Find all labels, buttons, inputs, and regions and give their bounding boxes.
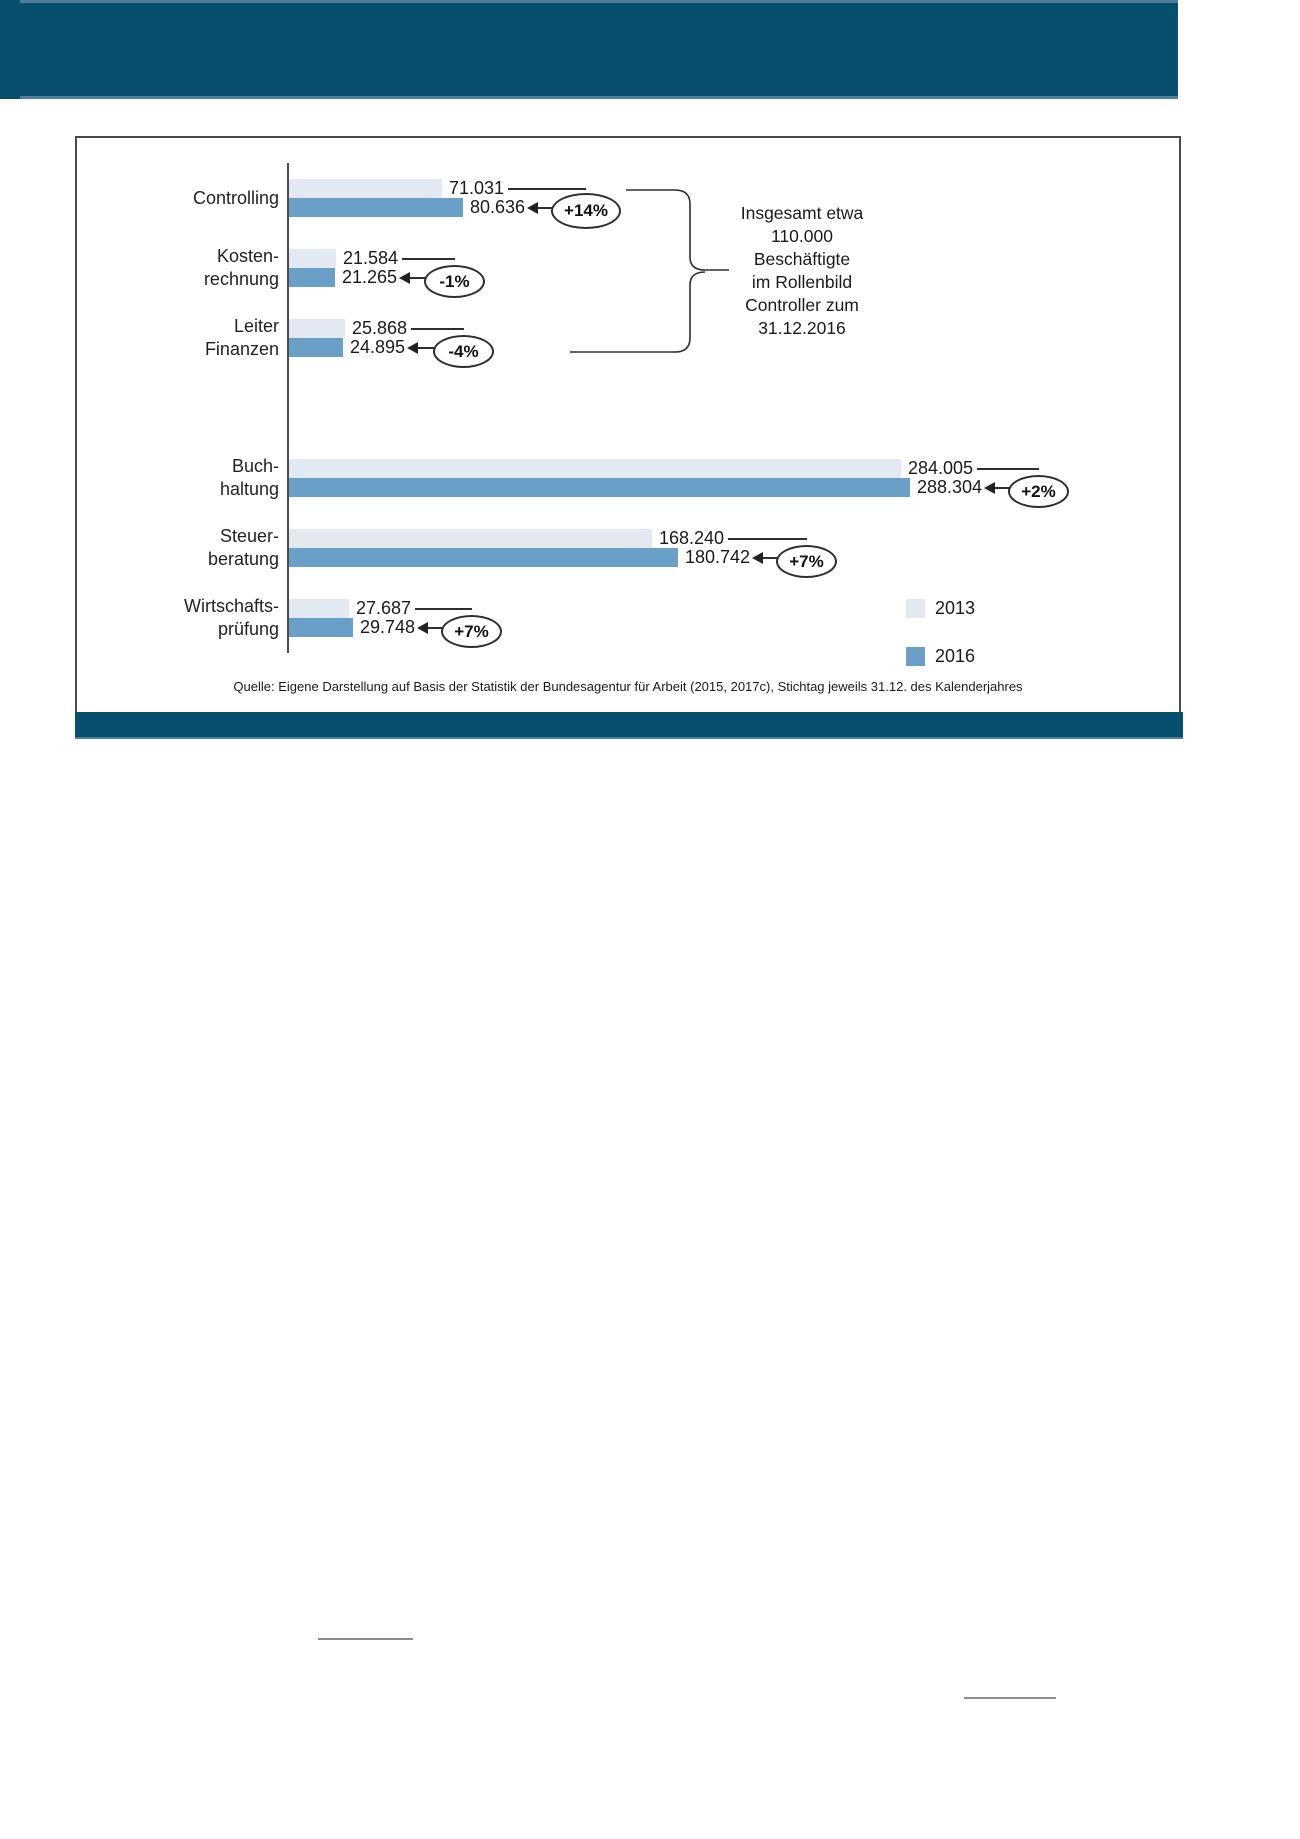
value-label-2013: 168.240 — [659, 528, 725, 548]
arrowhead-icon — [752, 552, 763, 564]
category-label — [77, 245, 279, 291]
category-label-line: Kosten- — [216, 246, 279, 266]
change-badge: -4% — [433, 335, 494, 368]
annotation-line: im Rollenbild — [751, 272, 853, 292]
connector-line — [977, 468, 1039, 470]
bar-2013 — [289, 249, 336, 268]
chart-frame — [75, 136, 1181, 715]
legend — [906, 598, 975, 667]
category-label-line: Wirtschafts- — [183, 596, 279, 616]
legend-label-2016: 2016 — [935, 646, 976, 666]
change-badge: -1% — [424, 265, 485, 298]
source-note: Quelle: Eigene Darstellung auf Basis der Statistik der Bundesagentur für Arbeit (2015, 2017c), Stichtag jeweils 31.12. des Kalenderjahres — [233, 679, 1023, 694]
bar-2016 — [289, 338, 343, 357]
category-label — [77, 315, 279, 361]
header-band — [0, 0, 1178, 99]
value-label-2013: 25.868 — [352, 318, 408, 338]
value-label-2016: 24.895 — [350, 337, 406, 357]
category-label-line: Controlling — [192, 187, 279, 208]
value-label-2016: 21.265 — [342, 267, 398, 287]
arrowhead-icon — [527, 202, 538, 214]
value-label-2013: 284.005 — [908, 458, 974, 478]
category-label-line: Buch- — [231, 456, 279, 476]
value-label-2016: 80.636 — [470, 197, 526, 217]
change-badge: +7% — [776, 545, 837, 578]
bar-2013 — [289, 459, 901, 478]
connector-line — [411, 328, 464, 330]
value-label-2016: 29.748 — [360, 617, 416, 637]
category-label-line: haltung — [219, 479, 279, 499]
annotation-line: 31.12.2016 — [758, 318, 846, 338]
connector-line — [415, 608, 472, 610]
header-band-inner — [20, 3, 1178, 96]
value-label-2016: 288.304 — [917, 477, 983, 497]
annotation-line: 110.000 — [771, 226, 833, 246]
category-label — [77, 455, 279, 501]
divider-line-1 — [318, 1638, 413, 1640]
annotation-line: Controller zum — [745, 295, 859, 315]
connector-line — [728, 538, 807, 540]
arrowhead-icon — [399, 272, 410, 284]
change-badge: +14% — [551, 193, 621, 229]
bar-2016 — [289, 548, 678, 567]
bar-2016 — [289, 268, 335, 287]
annotation-line: Insgesamt etwa — [740, 203, 864, 223]
plot-area — [77, 138, 1179, 713]
bar-2016 — [289, 198, 463, 217]
category-label-line: Finanzen — [204, 339, 279, 359]
legend-label-2013: 2013 — [935, 598, 976, 618]
footer-band — [75, 712, 1183, 739]
bar-2013 — [289, 529, 652, 548]
bar-2016 — [289, 618, 353, 637]
arrowhead-icon — [407, 342, 418, 354]
legend-swatch-2013 — [906, 599, 925, 618]
category-label — [77, 187, 279, 210]
divider-line-2 — [964, 1697, 1056, 1699]
category-label-line: beratung — [207, 549, 279, 569]
value-label-2013: 27.687 — [356, 598, 412, 618]
bar-2013 — [289, 319, 345, 338]
category-label-line: Steuer- — [219, 526, 279, 546]
category-label-line: Leiter — [233, 316, 279, 336]
arrowhead-icon — [984, 482, 995, 494]
connector-line — [402, 258, 455, 260]
category-label — [77, 595, 279, 641]
value-label-2013: 71.031 — [449, 178, 505, 198]
annotation-text — [675, 202, 929, 340]
arrowhead-icon — [417, 622, 428, 634]
value-label-2016: 180.742 — [685, 547, 751, 567]
legend-item-2016 — [906, 646, 975, 667]
bar-2016 — [289, 478, 910, 497]
category-label-line: prüfung — [217, 619, 279, 639]
legend-swatch-2016 — [906, 647, 925, 666]
connector-line — [508, 188, 586, 190]
value-label-2013: 21.584 — [343, 248, 399, 268]
annotation-line: Beschäftigte — [753, 249, 851, 269]
category-label — [77, 525, 279, 571]
bar-2013 — [289, 179, 442, 198]
bar-2013 — [289, 599, 349, 618]
legend-item-2013 — [906, 598, 975, 619]
change-badge: +2% — [1008, 475, 1069, 508]
category-label-line: rechnung — [203, 269, 279, 289]
change-badge: +7% — [441, 615, 502, 648]
